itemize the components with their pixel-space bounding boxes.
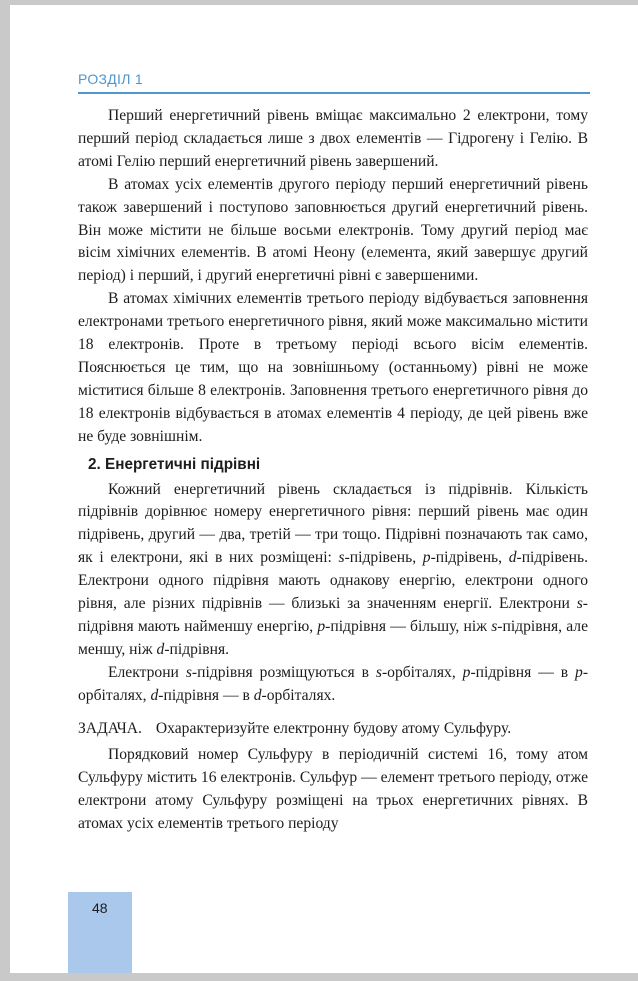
task-statement [78, 718, 588, 741]
page-content [78, 105, 588, 836]
section-heading: 2. Енергетичні підрівні [88, 455, 261, 473]
book-page [10, 5, 638, 973]
page-number-box [68, 892, 132, 973]
paragraph-sublevels: Кожний енергетичний рівень складається із підрівнів. Кількість підрівнів дорівнює номеру енергетичного рівня: перший рівень має один підрівень, другий — два, третій — три тощо. Підрівні позначають так само, як і електрони, які в них розміщені: s-підрівень, p-підрівень, d-підрівень. Електрони одного підрівня мають однакову енергію, електрони одного рівня, але різних підрівнів — близькі за значенням енергії. Електрони s-підрівня мають найменшу енергію, p-підрівня — більшу, ніж s-підрівня, але меншу, ніж d-підрівня. [78, 480, 588, 658]
task-solution: Порядковий номер Сульфуру в періодичній системі 16, тому атом Сульфуру містить 16 електронів. Сульфур — елемент третього періоду, отже електрони атому Сульфуру розміщені на трьох енергетичних рівнях. В атомах усіх елементів третього періоду [78, 746, 588, 833]
paragraph-orbitals: Електрони s-підрівня розміщуються в s-орбіталях, p-підрівня — в p-орбіталях, d-підрівня — в d-орбіталях. [78, 663, 589, 704]
task-text: Охарактеризуйте електронну будову атому Сульфуру. [155, 719, 512, 737]
section-header: РОЗДІЛ 1 [78, 71, 144, 87]
paragraph-second-period: В атомах усіх елементів другого періоду перший енергетичний рівень також завершений і поступово заповнюється другий енергетичний рівень. Він може містити не більше восьми електронів. Тому другий період має вісім хімічних елементів. В атомі Неону (елемента, який завершує другий період) і перший, і другий енергетичні рівні є завершеними. [78, 175, 588, 285]
page-number: 48 [92, 900, 108, 916]
paragraph-third-period: В атомах хімічних елементів третього періоду відбувається заповнення електронами третього енергетичного рівня, який може максимально містити 18 електронів. Проте в третьому періоді всього вісім елементів. Пояснюється це тим, що на зовнішньому (останньому) рівні не може міститися більше 8 електронів. Заповнення третього енергетичного рівня до 18 електронів відбувається в атомах елементів 4 періоду, де цей рівень вже не буде зовнішнім. [78, 290, 588, 445]
paragraph-first-level: Перший енергетичний рівень вміщає максимально 2 електрони, тому перший період складається лише з двох елементів — Гідрогену і Гелію. В атомі Гелію перший енергетичний рівень завершений. [78, 107, 588, 170]
header-rule [78, 92, 590, 94]
task-label: ЗАДАЧА. [78, 719, 142, 737]
